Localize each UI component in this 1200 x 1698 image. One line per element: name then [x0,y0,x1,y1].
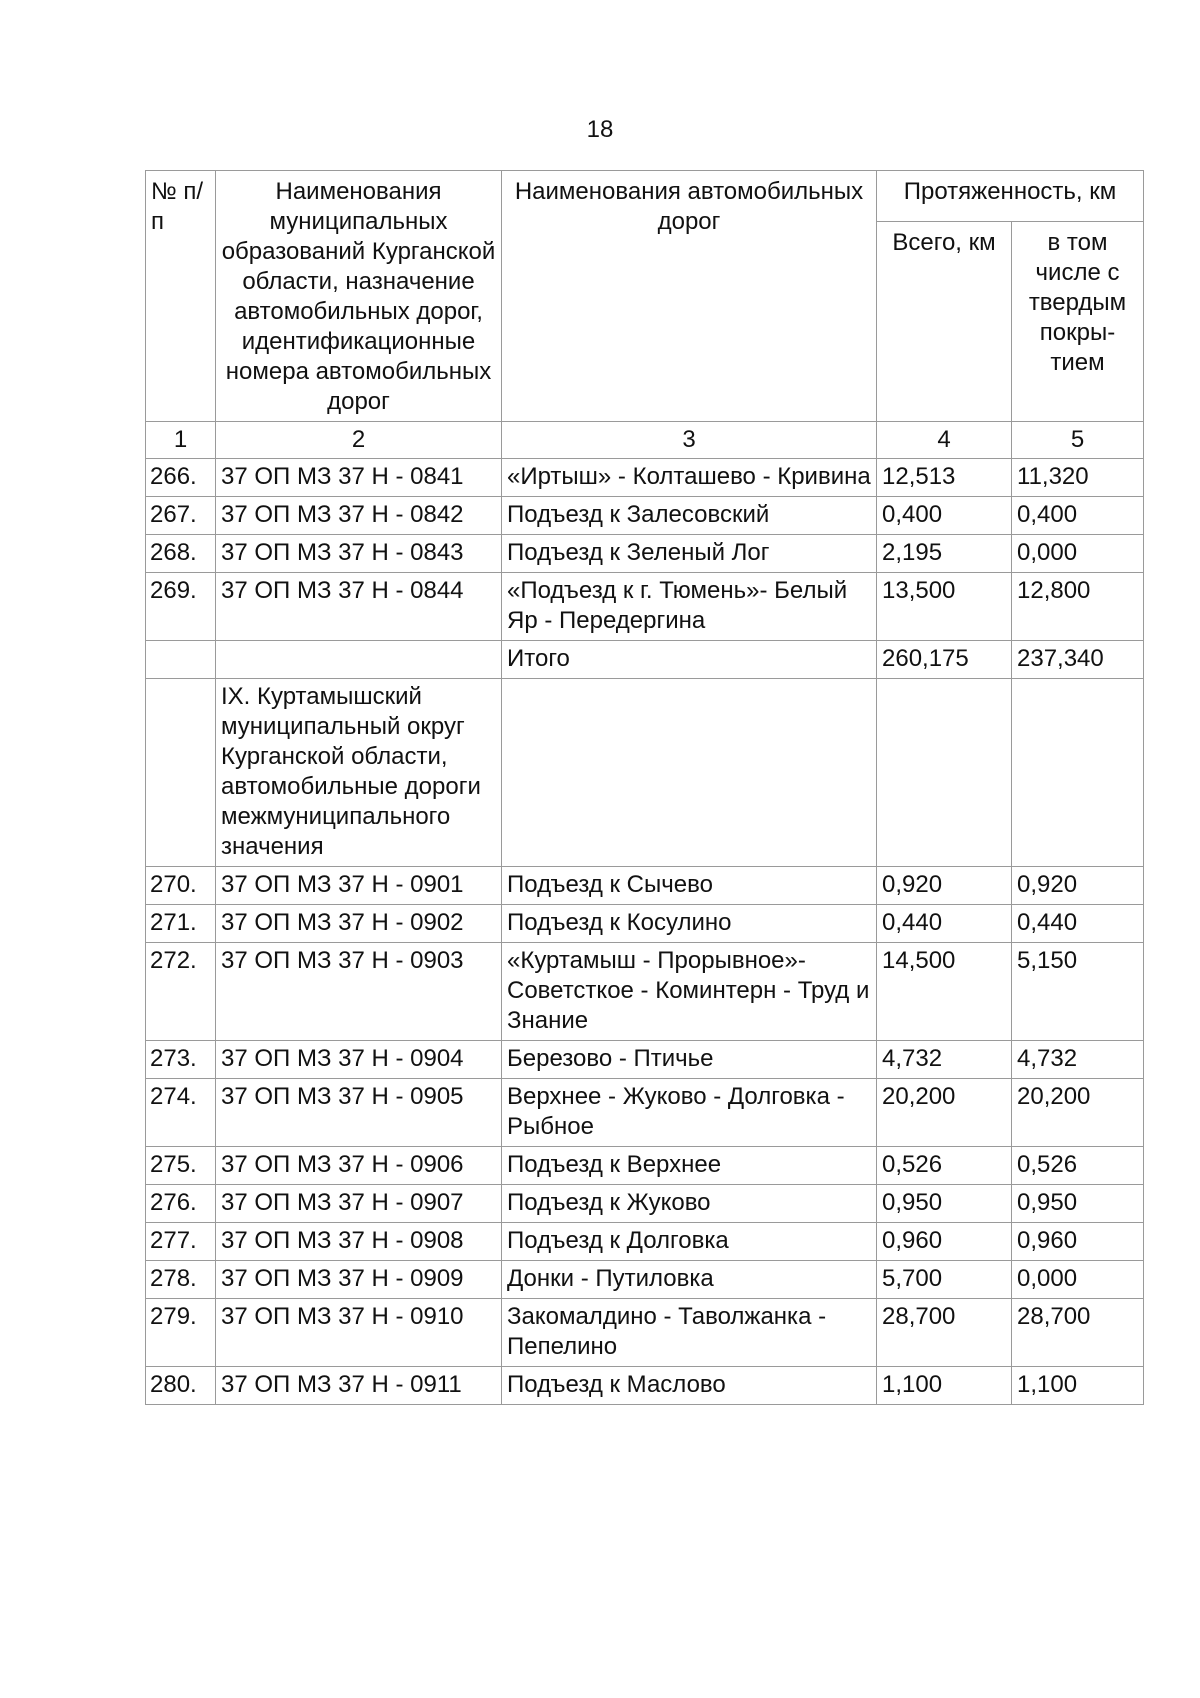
table-row [146,1041,1144,1079]
paved-length: 28,700 [1012,1299,1144,1367]
total-length: 14,500 [877,943,1012,1041]
road-name: «Куртамыш - Прорывное»- Советсткое - Коминтерн - Труд и Знание [502,943,877,1041]
page-number: 18 [586,116,614,143]
column-number: 2 [216,422,502,459]
paved-length: 0,950 [1012,1185,1144,1223]
paved-length: 5,150 [1012,943,1144,1041]
road-id: 37 ОП МЗ 37 Н - 0911 [216,1367,502,1405]
row-number: 268. [146,535,216,573]
road-name: «Иртыш» - Колташево - Кривина [502,459,877,497]
table-row [146,1367,1144,1405]
road-id: 37 ОП МЗ 37 Н - 0908 [216,1223,502,1261]
paved-length: 12,800 [1012,573,1144,641]
table-row [146,535,1144,573]
column-number: 4 [877,422,1012,459]
road-name: Подъезд к Сычево [502,867,877,905]
total-length: 0,440 [877,905,1012,943]
paved-length: 0,526 [1012,1147,1144,1185]
road-name: Донки - Путиловка [502,1261,877,1299]
row-number: 274. [146,1079,216,1147]
total-length: 20,200 [877,1079,1012,1147]
road-id: 37 ОП МЗ 37 Н - 0844 [216,573,502,641]
road-id: 37 ОП МЗ 37 Н - 0905 [216,1079,502,1147]
roads-table [145,170,1144,1405]
road-name: Подъезд к Залесовский [502,497,877,535]
row-number: 271. [146,905,216,943]
row-number: 276. [146,1185,216,1223]
paved-length [1012,679,1144,867]
row-number: 270. [146,867,216,905]
total-length: 2,195 [877,535,1012,573]
road-id: 37 ОП МЗ 37 Н - 0903 [216,943,502,1041]
total-length [877,679,1012,867]
column-number: 5 [1012,422,1144,459]
table-row [146,1079,1144,1147]
road-name: Подъезд к Маслово [502,1367,877,1405]
road-name: «Подъезд к г. Тюмень»- Белый Яр - Передергина [502,573,877,641]
road-id: 37 ОП МЗ 37 Н - 0843 [216,535,502,573]
paved-length: 0,000 [1012,1261,1144,1299]
row-number: 269. [146,573,216,641]
paved-length: 20,200 [1012,1079,1144,1147]
road-id: 37 ОП МЗ 37 Н - 0841 [216,459,502,497]
row-number: 277. [146,1223,216,1261]
road-id: 37 ОП МЗ 37 Н - 0842 [216,497,502,535]
paved-length: 4,732 [1012,1041,1144,1079]
road-id: 37 ОП МЗ 37 Н - 0909 [216,1261,502,1299]
total-length: 0,960 [877,1223,1012,1261]
table-row [146,459,1144,497]
road-id: 37 ОП МЗ 37 Н - 0904 [216,1041,502,1079]
total-length: 5,700 [877,1261,1012,1299]
column-number: 1 [146,422,216,459]
header-paved-length: в том числе с твердым покры-тием [1012,221,1144,421]
total-row [146,641,1144,679]
road-name: Березово - Птичье [502,1041,877,1079]
road-id: 37 ОП МЗ 37 Н - 0906 [216,1147,502,1185]
total-label: Итого [502,641,877,679]
table-row [146,1261,1144,1299]
table-row [146,1223,1144,1261]
header-length-group: Протяженность, км [877,171,1144,222]
row-number: 275. [146,1147,216,1185]
paved-length: 0,960 [1012,1223,1144,1261]
table-row [146,573,1144,641]
row-number: 267. [146,497,216,535]
row-number: 272. [146,943,216,1041]
row-number: 273. [146,1041,216,1079]
paved-length: 0,440 [1012,905,1144,943]
paved-length: 0,400 [1012,497,1144,535]
column-number: 3 [502,422,877,459]
total-length: 0,920 [877,867,1012,905]
table-header [146,171,1144,459]
row-number [146,679,216,867]
column-number-row [146,422,1144,459]
total-length: 13,500 [877,573,1012,641]
paved-length: 0,000 [1012,535,1144,573]
road-name: Подъезд к Долговка [502,1223,877,1261]
road-name: Верхнее - Жуково - Долговка - Рыбное [502,1079,877,1147]
road-name: Подъезд к Зеленый Лог [502,535,877,573]
table-row [146,1299,1144,1367]
section-heading: IX. Куртамышский муниципальный округ Курганской области, автомобильные дороги межмуниципального значения [216,679,502,867]
road-name: Подъезд к Верхнее [502,1147,877,1185]
table-row [146,867,1144,905]
total-length: 12,513 [877,459,1012,497]
road-name [502,679,877,867]
paved-length: 0,920 [1012,867,1144,905]
paved-length: 11,320 [1012,459,1144,497]
row-number: 280. [146,1367,216,1405]
header-total-length: Всего, км [877,221,1012,421]
road-id: 37 ОП МЗ 37 Н - 0910 [216,1299,502,1367]
row-number: 279. [146,1299,216,1367]
road-id [216,641,502,679]
total-length: 0,950 [877,1185,1012,1223]
road-name: Подъезд к Жуково [502,1185,877,1223]
table-row [146,1185,1144,1223]
table-row [146,497,1144,535]
total-length: 28,700 [877,1299,1012,1367]
table-row [146,943,1144,1041]
total-length: 260,175 [877,641,1012,679]
total-length: 1,100 [877,1367,1012,1405]
total-length: 0,526 [877,1147,1012,1185]
table-row [146,1147,1144,1185]
row-number: 266. [146,459,216,497]
road-id: 37 ОП МЗ 37 Н - 0901 [216,867,502,905]
road-name: Подъезд к Косулино [502,905,877,943]
road-id: 37 ОП МЗ 37 Н - 0902 [216,905,502,943]
road-id: 37 ОП МЗ 37 Н - 0907 [216,1185,502,1223]
paved-length: 1,100 [1012,1367,1144,1405]
total-length: 0,400 [877,497,1012,535]
total-length: 4,732 [877,1041,1012,1079]
table-row [146,905,1144,943]
row-number [146,641,216,679]
header-road-name: Наименования автомобильных дорог [502,171,877,422]
row-number: 278. [146,1261,216,1299]
section-heading-row [146,679,1144,867]
header-municipality: Наименования муниципальных образований Курганской области, назначение автомобильных дорог, идентификационные номера автомобильных дорог [216,171,502,422]
header-row-number: № п/п [146,171,216,422]
road-name: Закомалдино - Таволжанка - Пепелино [502,1299,877,1367]
paved-length: 237,340 [1012,641,1144,679]
